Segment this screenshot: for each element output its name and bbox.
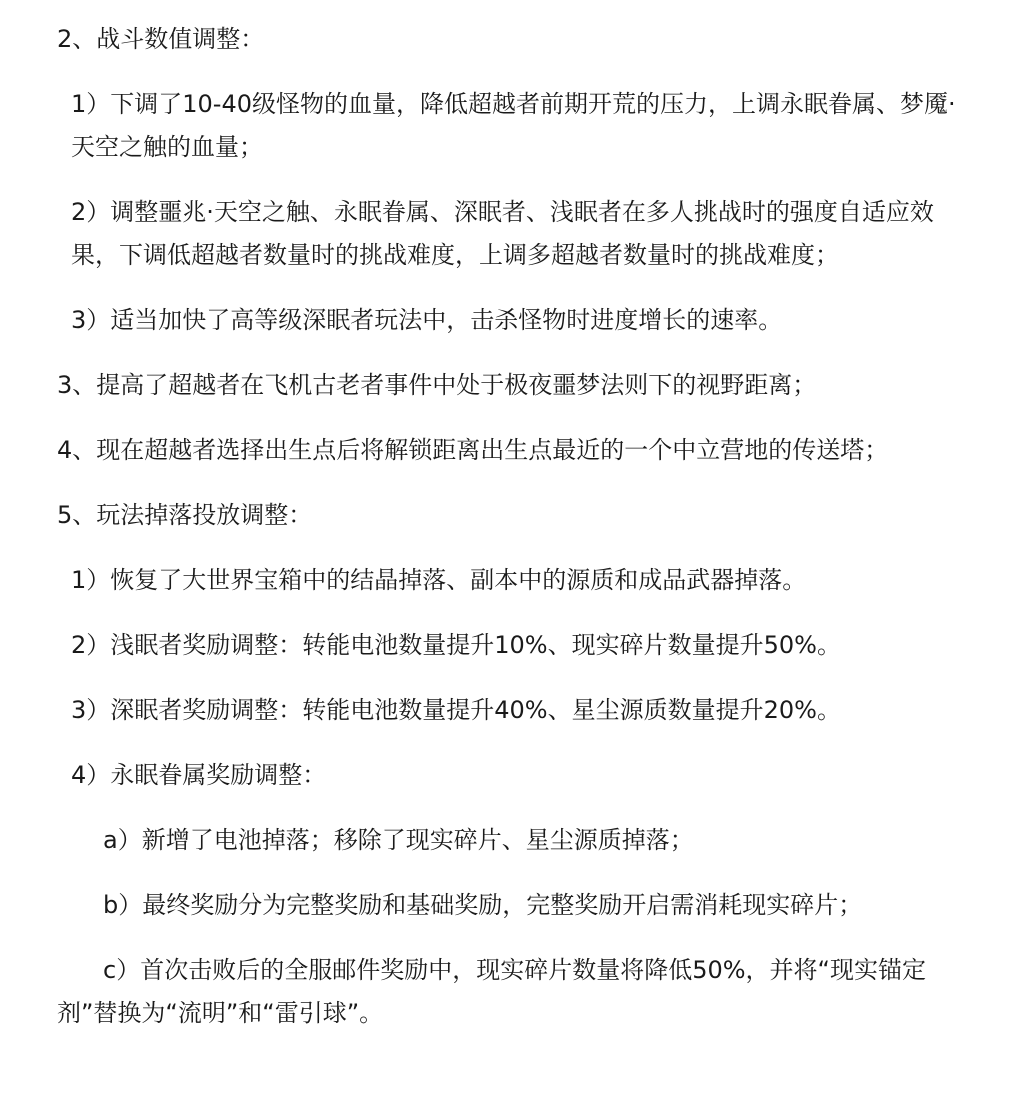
subitem-drop-4a: a）新增了电池掉落；移除了现实碎片、星尘源质掉落； — [103, 826, 694, 854]
subitem-drop-4b: b）最终奖励分为完整奖励和基础奖励，完整奖励开启需消耗现实碎片； — [103, 891, 863, 919]
section-drop-adjustment: 5、玩法掉落投放调整： — [57, 501, 313, 529]
item-drop-2: 2）浅眠者奖励调整：转能电池数量提升10%、现实碎片数量提升50%。 — [71, 631, 841, 659]
item-drop-4: 4）永眠眷属奖励调整： — [71, 761, 327, 789]
section-combat-values: 2、战斗数值调整： — [57, 25, 265, 53]
item-combat-2: 2）调整噩兆·天空之触、永眠眷属、深眠者、浅眠者在多人挑战时的强度自适应效果，下调低超越者数量时的挑战难度，上调多超越者数量时的挑战难度； — [71, 198, 934, 269]
item-drop-1: 1）恢复了大世界宝箱中的结晶掉落、副本中的源质和成品武器掉落。 — [71, 566, 807, 594]
section-vision-distance: 3、提高了超越者在飞机古老者事件中处于极夜噩梦法则下的视野距离； — [57, 371, 817, 399]
subitem-drop-4c: c）首次击败后的全服邮件奖励中，现实碎片数量将降低50%，并将“现实锚定剂”替换为“流明”和“雷引球”。 — [57, 956, 926, 1027]
item-combat-1: 1）下调了10-40级怪物的血量，降低超越者前期开荒的压力，上调永眠眷属、梦魇·天空之触的血量； — [71, 90, 956, 161]
item-drop-3: 3）深眠者奖励调整：转能电池数量提升40%、星尘源质数量提升20%。 — [71, 696, 841, 724]
section-teleport-tower: 4、现在超越者选择出生点后将解锁距离出生点最近的一个中立营地的传送塔； — [57, 436, 889, 464]
document-body — [57, 18, 957, 1035]
item-combat-3: 3）适当加快了高等级深眠者玩法中，击杀怪物时进度增长的速率。 — [71, 306, 783, 334]
